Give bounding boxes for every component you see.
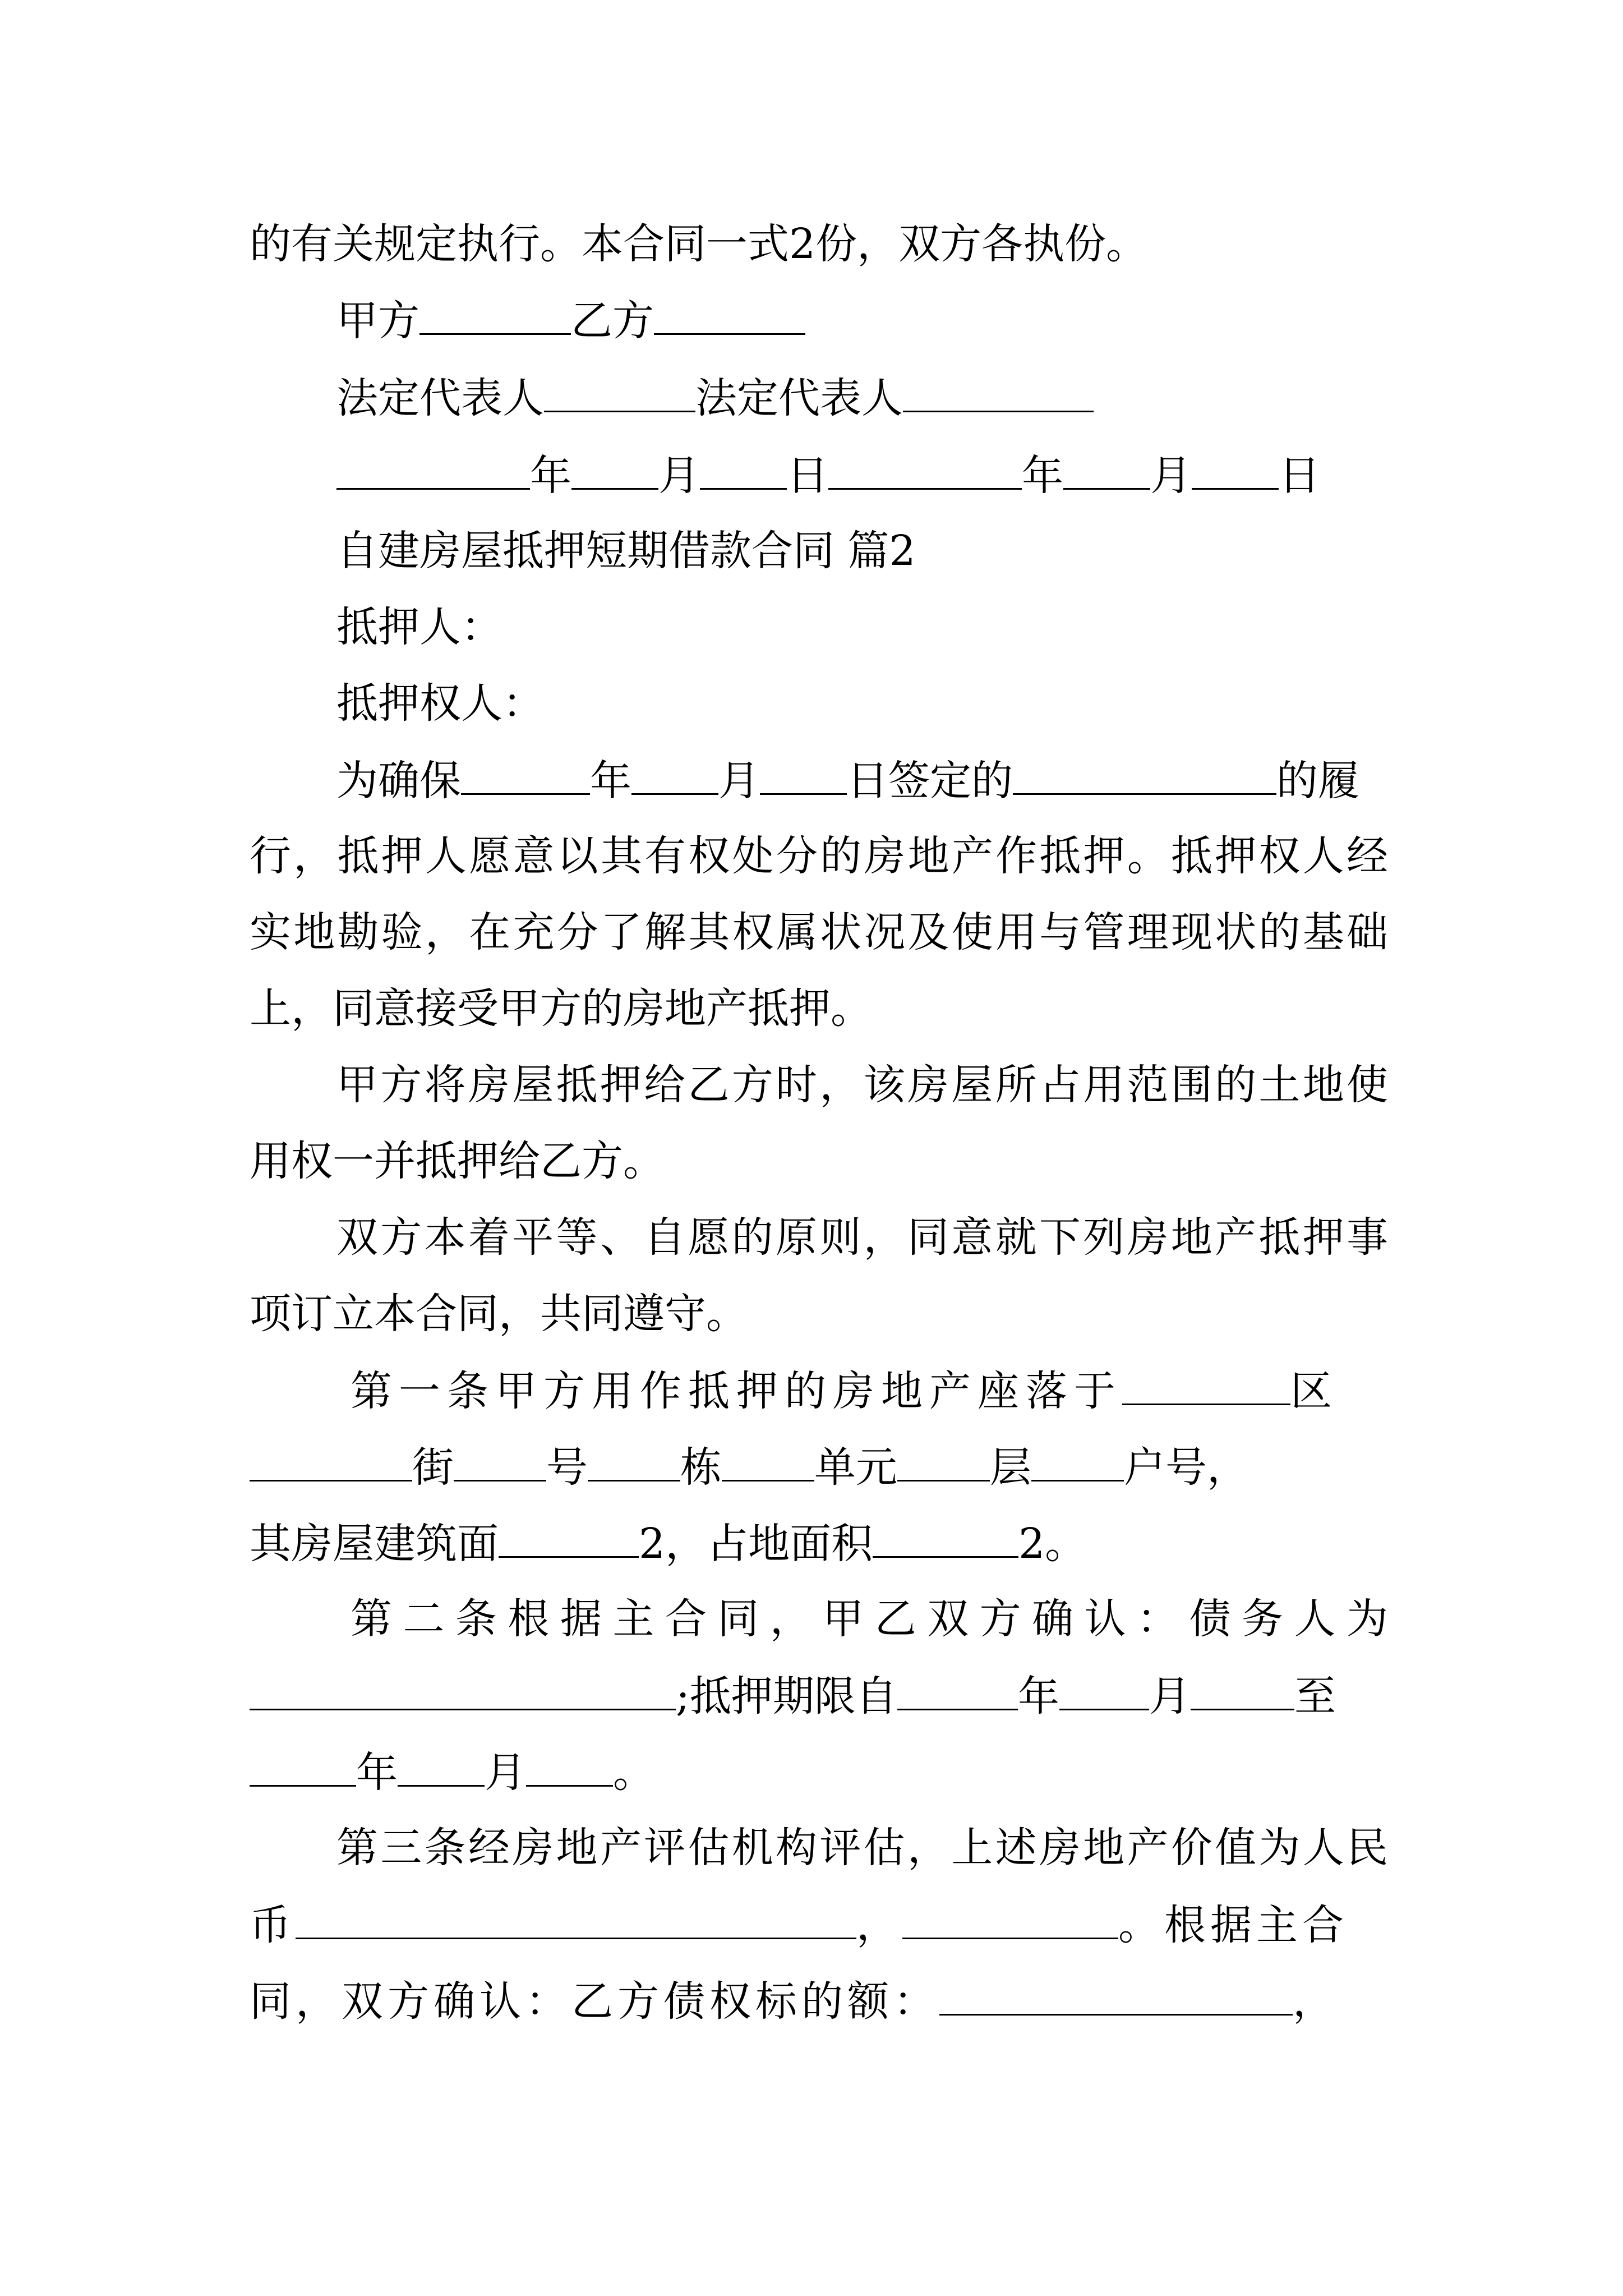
area-line: 其房屋建筑面 2，占地面积 2。 [250,1515,1388,1572]
blank-field [1191,1667,1294,1710]
signature-party-line [336,292,1388,349]
blank-field [461,752,590,795]
blank-field [1059,1667,1149,1710]
blank-field [571,447,658,490]
blank-field [588,1438,680,1481]
day-label: 日 [787,452,828,500]
blank-field [828,447,1022,490]
blank-field [419,292,571,335]
blank-field [526,1743,613,1787]
blank-field [296,1896,856,1939]
legal-rep-label: 法定代表人 [336,374,544,422]
legal-rep-label: 法定代表人 [695,374,903,422]
year-label: 年 [1022,452,1063,500]
text-line: 行，抵押人愿意以其有权处分的房地产作抵押。抵押权人经 [250,832,1388,880]
blank-field [250,1438,412,1481]
text-line [250,216,1388,272]
legal-rep-line [336,369,1388,426]
party-b-label: 乙方 [571,297,654,345]
blank-field [631,752,718,795]
blank-field [903,369,1094,412]
text-line: 上，同意接受甲方的房地产抵押。 [250,984,872,1033]
blank-field [454,1438,546,1481]
blank-field [1122,1362,1290,1405]
claim-amount-line: 同，双方确认：乙方债权标的额： ， [250,1972,1388,2030]
text-line: 甲方将房屋抵押给乙方时，该房屋所占用范围的土地使 [336,1061,1388,1109]
month-label: 月 [1150,452,1192,500]
article-1-line: 第一条甲方用作抵押的房地产座落于 区 [351,1362,1388,1419]
mortgagee-label: 抵押权人： [336,679,544,728]
blank-field [760,752,847,795]
blank-field [1031,1438,1124,1481]
valuation-line: 币 ， 。根据主合 [250,1896,1388,1953]
mortgagor-label: 抵押人： [336,603,502,651]
blank-field [544,369,695,412]
term-end-line: 年 月 。 [250,1743,1388,1801]
blank-field [654,292,805,335]
text-line: 实地勘验，在充分了解其权属状况及使用与管理现状的基础 [250,908,1388,956]
text-line: 为确保 年 月 日签定的 的履 [336,752,1388,809]
blank-field [1013,752,1276,795]
paragraph-text: 的有关规定执行。本合同一式2份，双方各执份。 [250,220,1148,268]
blank-field [250,1743,356,1787]
blank-field [1192,447,1279,490]
article-3-line: 第三条经房地产评估机构评估，上述房地产价值为人民 [336,1824,1388,1872]
blank-field [873,1515,1018,1558]
address-line: 街 号 栋 单元 层 户号， [250,1438,1388,1496]
text-line: 用权一并抵押给乙方。 [250,1137,665,1185]
blank-field [902,1896,1118,1939]
blank-field [700,447,787,490]
party-a-label: 甲方 [336,297,419,345]
article-2-line: 第二条根据主合同，甲乙双方确认：债务人为 [351,1595,1388,1643]
blank-field [722,1438,814,1481]
blank-field [250,1667,676,1710]
day-label: 日 [1279,452,1320,500]
blank-field [336,447,530,490]
blank-field [1063,447,1150,490]
blank-field [939,1972,1293,2016]
section-heading: 自建房屋抵押短期借款合同 篇2 [336,527,916,575]
year-label: 年 [530,452,571,500]
term-line: ;抵押期限自 年 月 至 [250,1667,1388,1724]
blank-field [398,1743,485,1787]
blank-field [499,1515,639,1558]
text-line: 双方本着平等、自愿的原则，同意就下列房地产抵押事 [336,1213,1388,1262]
text-line: 项订立本合同，共同遵守。 [250,1290,748,1338]
blank-field [897,1667,1018,1710]
date-line [336,447,1388,504]
month-label: 月 [658,452,700,500]
blank-field [897,1438,990,1481]
